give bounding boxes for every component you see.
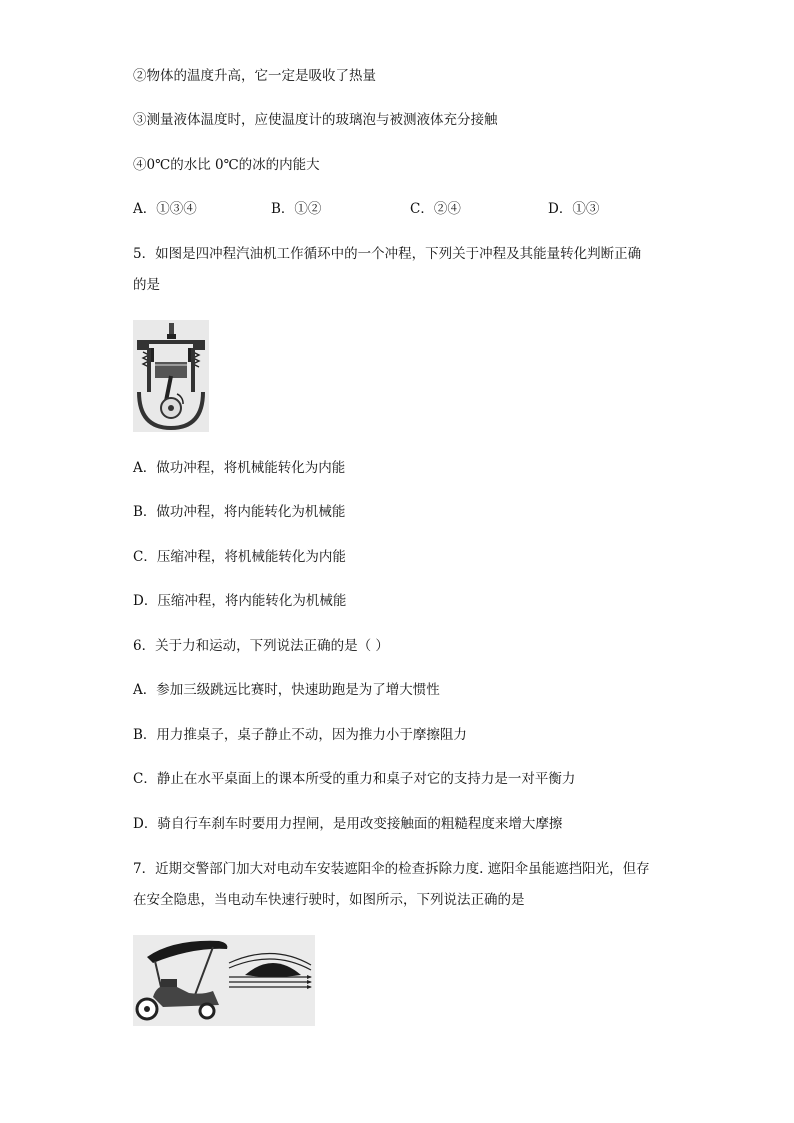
statement-3: ③测量液体温度时，应使温度计的玻璃泡与被测液体充分接触 xyxy=(133,112,498,128)
q4-option-a: A．①③④ xyxy=(133,201,197,217)
engine-diagram xyxy=(133,320,209,432)
q5-stem-line2: 的是 xyxy=(133,277,160,293)
q7-stem-line2: 在安全隐患，当电动车快速行驶时，如图所示，下列说法正确的是 xyxy=(133,892,525,908)
q6-option-b: B．用力推桌子，桌子静止不动，因为推力小于摩擦阻力 xyxy=(133,727,467,743)
q7-stem-line1: 7．近期交警部门加大对电动车安装遮阳伞的检查拆除力度. 遮阳伞虽能遮挡阳光，但存 xyxy=(133,861,650,877)
q4-option-c: C．②④ xyxy=(410,201,461,217)
q5-option-a: A．做功冲程，将机械能转化为内能 xyxy=(133,460,346,476)
statement-4: ④0℃的水比 0℃的冰的内能大 xyxy=(133,157,320,173)
engine-figure xyxy=(133,320,209,432)
statement-2: ②物体的温度升高，它一定是吸收了热量 xyxy=(133,68,376,84)
q6-stem: 6．关于力和运动，下列说法正确的是（ ） xyxy=(133,638,389,654)
q6-option-a: A．参加三级跳远比赛时，快速助跑是为了增大惯性 xyxy=(133,682,440,698)
q5-stem-line1: 5．如图是四冲程汽油机工作循环中的一个冲程，下列关于冲程及其能量转化判断正确 xyxy=(133,246,642,262)
q6-option-d: D．骑自行车刹车时要用力捏闸，是用改变接触面的粗糙程度来增大摩擦 xyxy=(133,816,563,832)
q5-option-c: C．压缩冲程，将机械能转化为内能 xyxy=(133,549,346,565)
q4-option-d: D．①③ xyxy=(548,201,600,217)
scooter-figure xyxy=(133,935,315,1026)
q4-option-b: B．①② xyxy=(271,201,322,217)
q5-option-d: D．压缩冲程，将内能转化为机械能 xyxy=(133,593,347,609)
q6-option-c: C．静止在水平桌面上的课本所受的重力和桌子对它的支持力是一对平衡力 xyxy=(133,771,576,787)
q5-option-b: B．做功冲程，将内能转化为机械能 xyxy=(133,504,346,520)
scooter-umbrella-diagram xyxy=(133,935,315,1026)
